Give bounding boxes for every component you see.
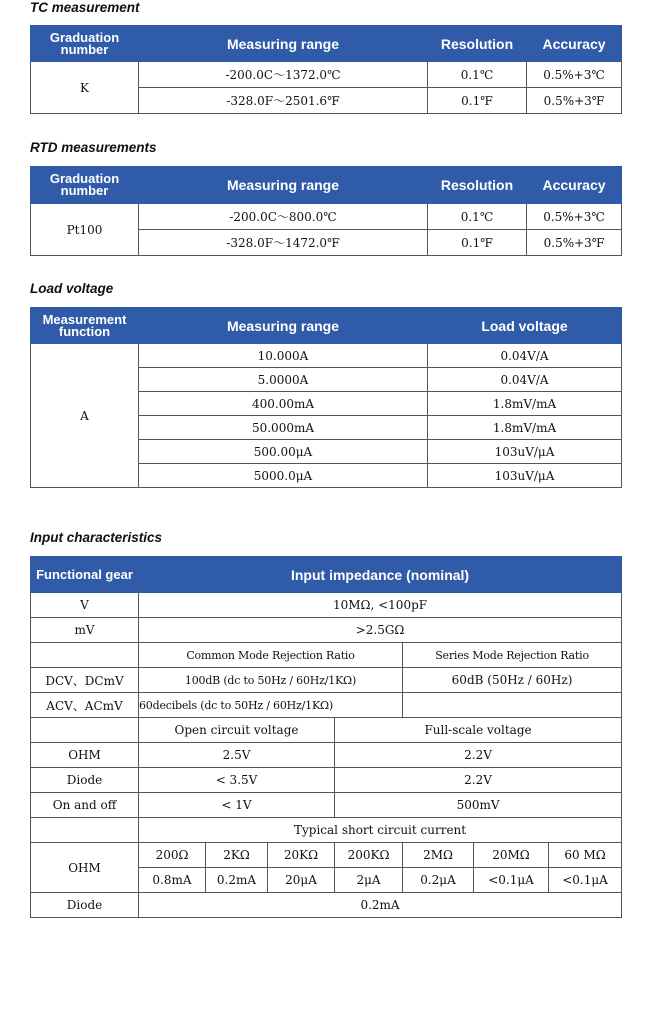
input-header-impedance: Input impedance (nominal) [139, 557, 622, 593]
input-mv-value: >2.5GΩ [139, 618, 622, 643]
empty-cell [403, 693, 622, 718]
load-table [30, 307, 622, 488]
load-voltage: 103uV/μA [428, 464, 622, 488]
tc-graduation: K [31, 62, 139, 114]
input-ac-label: ACV、ACmV [31, 693, 139, 718]
ohm-range: 2KΩ [206, 843, 268, 868]
input-ohm-label: OHM [31, 743, 139, 768]
tc-accuracy: 0.5%+3℃ [527, 62, 622, 88]
rtd-header-range: Measuring range [139, 167, 428, 204]
table-row [31, 204, 622, 230]
tc-section-title: TC measurement [30, 0, 140, 15]
rtd-resolution: 0.1℉ [428, 230, 527, 256]
cmrr-header: Common Mode Rejection Ratio [139, 643, 403, 668]
full-voltage-header: Full-scale voltage [335, 718, 622, 743]
tc-resolution: 0.1℃ [428, 62, 527, 88]
input-v-value: 10MΩ, <100pF [139, 593, 622, 618]
empty-cell [31, 643, 139, 668]
input-diode-open: < 3.5V [139, 768, 335, 793]
load-range: 5000.0μA [139, 464, 428, 488]
input-v-label: V [31, 593, 139, 618]
rtd-resolution: 0.1℃ [428, 204, 527, 230]
table-row [31, 643, 622, 668]
tc-range: -328.0F～2501.6℉ [139, 88, 428, 114]
table-row [31, 793, 622, 818]
load-range: 5.0000A [139, 368, 428, 392]
load-function: A [31, 344, 139, 488]
load-voltage: 0.04V/A [428, 344, 622, 368]
diode-current-value: 0.2mA [139, 893, 622, 918]
rtd-range: -328.0F～1472.0℉ [139, 230, 428, 256]
input-ac-cmrr: 60decibels (dc to 50Hz / 60Hz/1KΩ) [139, 693, 403, 718]
input-mv-label: mV [31, 618, 139, 643]
rtd-graduation: Pt100 [31, 204, 139, 256]
rtd-section-title: RTD measurements [30, 140, 157, 155]
short-current: <0.1μA [474, 868, 549, 893]
input-section-title: Input characteristics [30, 530, 163, 545]
load-range: 10.000A [139, 344, 428, 368]
smrr-header: Series Mode Rejection Ratio [403, 643, 622, 668]
input-onoff-full: 500mV [335, 793, 622, 818]
table-row [31, 693, 622, 718]
load-voltage: 103uV/μA [428, 440, 622, 464]
tc-table [30, 25, 622, 114]
input-diode-full: 2.2V [335, 768, 622, 793]
table-row [31, 718, 622, 743]
rtd-accuracy: 0.5%+3℃ [527, 204, 622, 230]
empty-cell [31, 718, 139, 743]
tc-resolution: 0.1℉ [428, 88, 527, 114]
input-dc-smrr: 60dB (50Hz / 60Hz) [403, 668, 622, 693]
table-row [31, 62, 622, 88]
ohm-range: 2MΩ [403, 843, 474, 868]
input-diode-label: Diode [31, 768, 139, 793]
table-row [31, 618, 622, 643]
input-header-gear: Functional gear [31, 557, 139, 593]
tc-range: -200.0C～1372.0℃ [139, 62, 428, 88]
load-range: 50.000mA [139, 416, 428, 440]
short-current: 20μA [268, 868, 335, 893]
load-header-voltage: Load voltage [428, 308, 622, 344]
table-row [31, 893, 622, 918]
input-onoff-open: < 1V [139, 793, 335, 818]
short-current-header: Typical short circuit current [139, 818, 622, 843]
short-current: 0.2mA [206, 868, 268, 893]
rtd-header-accuracy: Accuracy [527, 167, 622, 204]
rtd-header-graduation: Graduation number [31, 167, 139, 204]
tc-header-range: Measuring range [139, 26, 428, 62]
short-current: 0.8mA [139, 868, 206, 893]
input-onoff-label: On and off [31, 793, 139, 818]
ohm-range: 20KΩ [268, 843, 335, 868]
load-section-title: Load voltage [30, 281, 114, 296]
tc-header-accuracy: Accuracy [527, 26, 622, 62]
short-ohm-label: OHM [31, 843, 139, 893]
short-current: 0.2μA [403, 868, 474, 893]
load-header-function: Measurement function [31, 308, 139, 344]
table-row [31, 668, 622, 693]
ohm-range: 200KΩ [335, 843, 403, 868]
tc-header-resolution: Resolution [428, 26, 527, 62]
table-row [31, 344, 622, 368]
ohm-range: 200Ω [139, 843, 206, 868]
load-voltage: 1.8mV/mA [428, 392, 622, 416]
ohm-range: 20MΩ [474, 843, 549, 868]
short-current: <0.1μA [549, 868, 622, 893]
table-row [31, 818, 622, 843]
load-range: 400.00mA [139, 392, 428, 416]
rtd-table [30, 166, 622, 256]
input-dc-cmrr: 100dB (dc to 50Hz / 60Hz/1KΩ) [139, 668, 403, 693]
rtd-range: -200.0C～800.0℃ [139, 204, 428, 230]
table-row [31, 768, 622, 793]
short-current: 2μA [335, 868, 403, 893]
rtd-header-resolution: Resolution [428, 167, 527, 204]
load-range: 500.00μA [139, 440, 428, 464]
input-table [30, 556, 622, 918]
input-ohm-full: 2.2V [335, 743, 622, 768]
open-voltage-header: Open circuit voltage [139, 718, 335, 743]
empty-cell [31, 818, 139, 843]
table-row [31, 843, 622, 868]
load-header-range: Measuring range [139, 308, 428, 344]
rtd-accuracy: 0.5%+3℉ [527, 230, 622, 256]
input-dc-label: DCV、DCmV [31, 668, 139, 693]
input-ohm-open: 2.5V [139, 743, 335, 768]
load-voltage: 1.8mV/mA [428, 416, 622, 440]
diode-current-label: Diode [31, 893, 139, 918]
table-row [31, 593, 622, 618]
ohm-range: 60 MΩ [549, 843, 622, 868]
tc-accuracy: 0.5%+3℉ [527, 88, 622, 114]
tc-header-graduation: Graduation number [31, 26, 139, 62]
load-voltage: 0.04V/A [428, 368, 622, 392]
table-row [31, 743, 622, 768]
